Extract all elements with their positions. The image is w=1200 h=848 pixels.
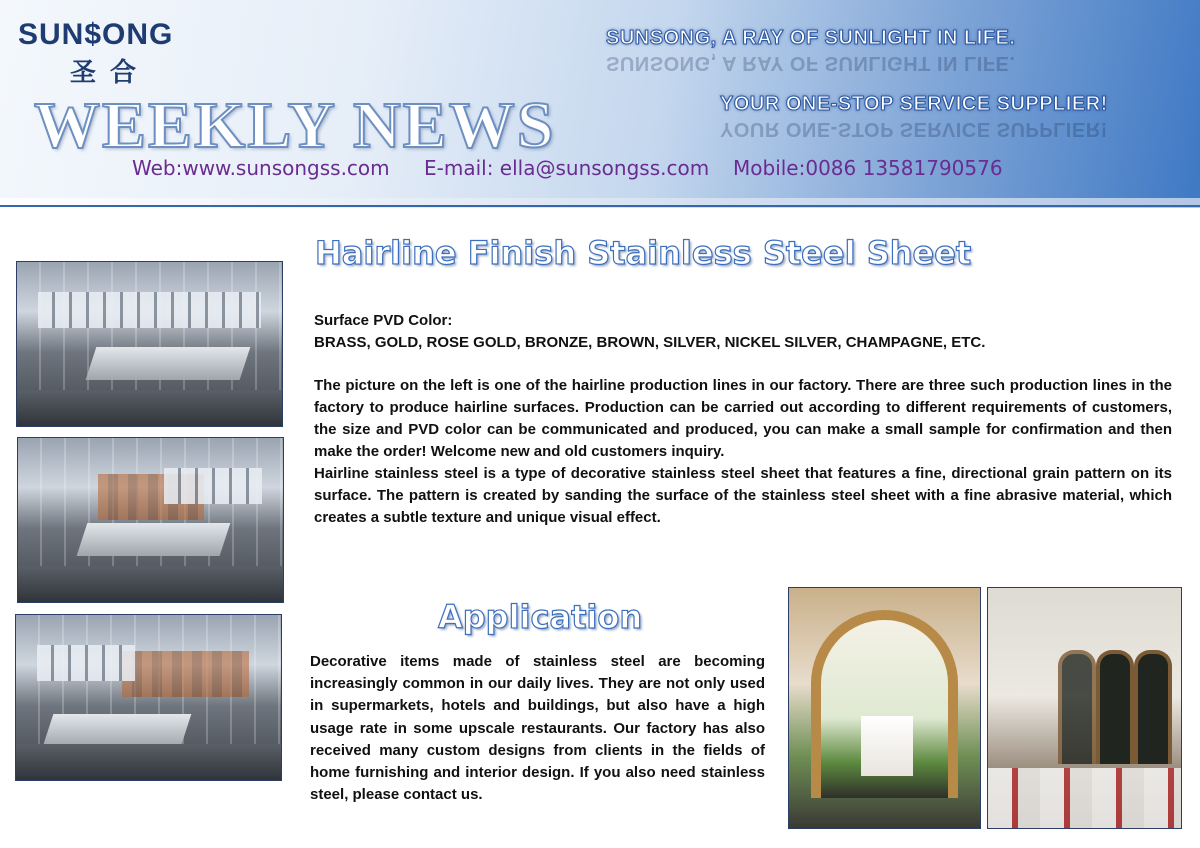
logo-text: SUN$ONG [18, 18, 174, 51]
factory-photo-3 [15, 614, 282, 781]
hairline-definition-paragraph: Hairline stainless steel is a type of decorative stainless steel sheet that features a fine, directional grain pattern on its surface. The pattern is created by sanding the surface of the stainless steel sheet with a fine abrasive material, which creates a subtle texture and unique visual effect. [314, 465, 1172, 526]
restaurant-arch-photo [788, 587, 981, 829]
slogan-supplier: YOUR ONE-STOP SERVICE SUPPLIER! [720, 93, 1108, 115]
section-title-application: Application [438, 598, 643, 636]
surface-color-list: BRASS, GOLD, ROSE GOLD, BRONZE, BROWN, SILVER, NICKEL SILVER, CHAMPAGNE, ETC. [314, 334, 986, 351]
header-divider-line [0, 205, 1200, 207]
surface-label: Surface PVD Color: [314, 312, 453, 329]
surface-color-block [314, 310, 1174, 354]
section-title-hairline: Hairline Finish Stainless Steel Sheet [315, 234, 972, 272]
contact-website[interactable]: Web:www.sunsongss.com [132, 156, 390, 180]
restaurant-dining-photo [987, 587, 1182, 829]
contact-mobile: Mobile:0086 13581790576 [733, 156, 1003, 180]
logo-chinese-text: 圣合 [70, 58, 151, 88]
contact-email[interactable]: E-mail: ella@sunsongss.com [424, 156, 710, 180]
slogan-supplier-reflection: YOUR ONE-STOP SERVICE SUPPLIER! [720, 118, 1108, 140]
factory-photo-1 [16, 261, 283, 427]
slogan-sunlight: SUNSONG, A RAY OF SUNLIGHT IN LIFE. [606, 27, 1016, 49]
newsletter-title: WEEKLY NEWS [34, 89, 556, 162]
slogan-sunlight-reflection: SUNSONG, A RAY OF SUNLIGHT IN LIFE. [606, 52, 1016, 74]
application-paragraph: Decorative items made of stainless steel are becoming increasingly common in our daily lives. They are not only used in supermarkets, hotels and buildings, but also have a high usage rate in some upscale restaurants. Our factory has also received many custom designs from clients in the fields of home furnishing and interior design. If you also need stainless steel, please contact us. [310, 653, 765, 804]
description-block [314, 375, 1172, 529]
production-line-paragraph: The picture on the left is one of the hairline production lines in our factory. There are three such production lines in the factory to produce hairline surfaces. Production can be carried out according to different requirements of customers, the size and PVD color can be communicated and produced, you can make a small sample for confirmation and then make the order! Welcome new and old customers inquiry. [314, 377, 1172, 460]
sunsong-logo [18, 18, 208, 88]
factory-photo-2 [17, 437, 284, 603]
header-banner [0, 0, 1200, 198]
